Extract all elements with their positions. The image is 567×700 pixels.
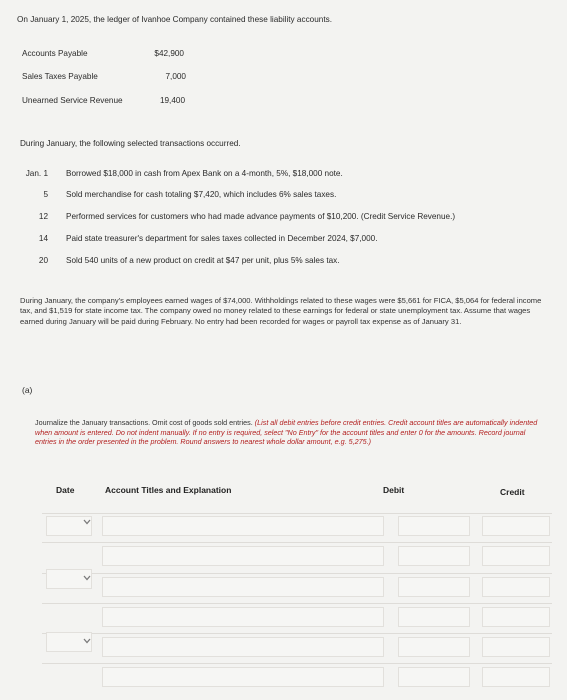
header-credit: Credit: [500, 487, 525, 497]
chevron-down-icon: [83, 575, 91, 581]
instructions-note: (List all debit entries before credit entries. Credit account titles are automatically indented when amount is entered. Do not indent manually. If no entry is required, select "No Entry" for the account titles and enter 0 for the amounts. Record journal entries in the order presented in the problem. Round answers to nearest whole dollar amount, e.g. 5,275.): [35, 418, 538, 447]
credit-input[interactable]: [482, 637, 550, 657]
account-name: Unearned Service Revenue: [22, 96, 123, 105]
debit-input[interactable]: [398, 546, 470, 566]
row-divider: [42, 603, 552, 604]
account-title-input[interactable]: [102, 546, 384, 566]
date-select[interactable]: [46, 632, 92, 652]
wages-paragraph: During January, the company's employees earned wages of $74,000. Withholdings related to these wages were $5,661 for FICA, $5,064 for federal income tax, and $1,519 for state income tax. The company owed no money related to these earnings for federal or state unemployment tax. Assume that wages earned during January will be paid during February. No entry had been recorded for wages or payroll tax expense as of January 31.: [20, 296, 542, 326]
date-select[interactable]: [46, 569, 92, 589]
credit-input[interactable]: [482, 577, 550, 597]
chevron-down-icon: [83, 519, 91, 525]
account-title-input[interactable]: [102, 637, 384, 657]
transaction-text: Performed services for customers who had made advance payments of $10,200. (Credit Service Revenue.): [66, 212, 456, 221]
account-title-input[interactable]: [102, 607, 384, 627]
transaction-date: Jan. 1: [25, 169, 48, 178]
row-divider: [42, 513, 552, 514]
header-account: Account Titles and Explanation: [105, 485, 232, 495]
credit-input[interactable]: [482, 607, 550, 627]
account-title-input[interactable]: [102, 667, 384, 687]
account-amount: 19,400: [159, 96, 185, 105]
transaction-text: Paid state treasurer's department for sales taxes collected in December 2024, $7,000.: [66, 234, 378, 243]
row-divider: [42, 573, 552, 574]
row-divider: [42, 663, 552, 664]
intro-text: On January 1, 2025, the ledger of Ivanhoe Company contained these liability accounts.: [17, 15, 332, 24]
journal-entry-table: [42, 502, 552, 700]
row-divider: [42, 633, 552, 634]
debit-input[interactable]: [398, 667, 470, 687]
date-select[interactable]: [46, 516, 92, 536]
row-divider: [42, 542, 552, 543]
account-title-input[interactable]: [102, 516, 384, 536]
credit-input[interactable]: [482, 546, 550, 566]
transaction-date: 5: [43, 190, 48, 199]
part-label: (a): [22, 385, 33, 395]
credit-input[interactable]: [482, 516, 550, 536]
debit-input[interactable]: [398, 516, 470, 536]
transaction-date: 14: [38, 234, 48, 243]
chevron-down-icon: [83, 638, 91, 644]
debit-input[interactable]: [398, 607, 470, 627]
instructions: [35, 418, 543, 447]
account-name: Sales Taxes Payable: [22, 72, 98, 81]
transaction-text: Sold 540 units of a new product on credit at $47 per unit, plus 5% sales tax.: [66, 256, 340, 265]
header-date: Date: [56, 485, 75, 495]
debit-input[interactable]: [398, 637, 470, 657]
account-amount: 7,000: [165, 72, 186, 81]
account-amount: $42,900: [154, 49, 184, 58]
account-name: Accounts Payable: [22, 49, 88, 58]
debit-input[interactable]: [398, 577, 470, 597]
transaction-text: Borrowed $18,000 in cash from Apex Bank on a 4-month, 5%, $18,000 note.: [66, 169, 343, 178]
transaction-text: Sold merchandise for cash totaling $7,420, which includes 6% sales taxes.: [66, 190, 337, 199]
credit-input[interactable]: [482, 667, 550, 687]
transaction-date: 20: [38, 256, 48, 265]
header-debit: Debit: [383, 485, 405, 495]
account-title-input[interactable]: [102, 577, 384, 597]
transaction-date: 12: [38, 212, 48, 221]
instructions-plain: Journalize the January transactions. Omit cost of goods sold entries.: [35, 418, 253, 427]
transactions-intro: During January, the following selected transactions occurred.: [20, 139, 241, 148]
